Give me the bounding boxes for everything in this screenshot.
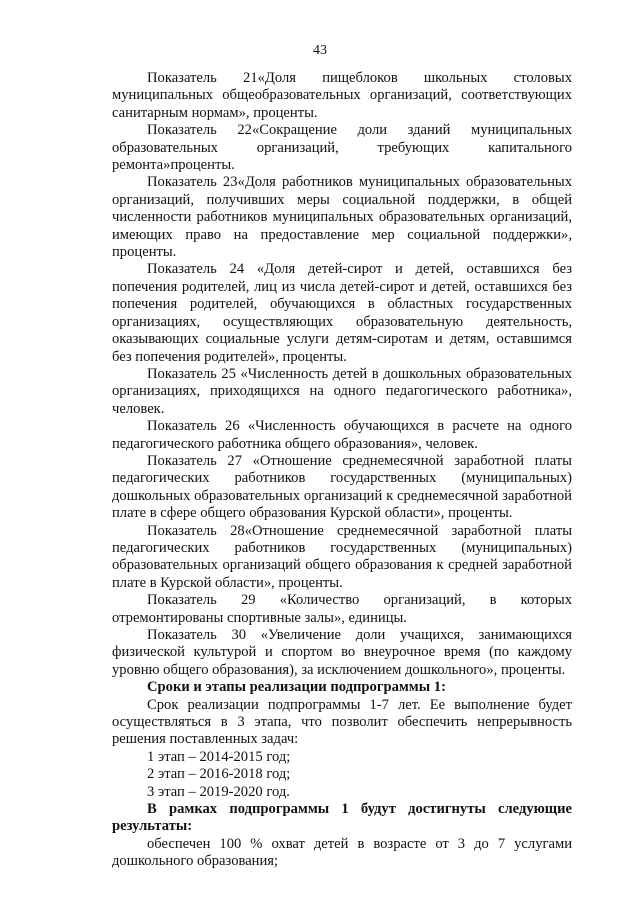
page-number: 43 [313, 43, 327, 58]
stage-item-1: 1 этап – 2014-2015 год; [147, 748, 291, 765]
paragraph-indicator-28: Показатель 28«Отношение среднемесячной заработной платы педагогических работников государственных (муниципальных) образовательных организаций общего образования к средней заработной плате в Курской области», проценты. [112, 522, 572, 591]
paragraph-indicator-29: Показатель 29 «Количество организаций, в которых отремонтированы спортивные залы», единицы. [112, 592, 572, 626]
paragraph-timeline: Срок реализации подпрограммы 1-7 лет. Ее выполнение будет осуществляться в 3 этапа, что позволит обеспечить непрерывность решения поставленных задач: [112, 696, 572, 748]
stage-item-2: 2 этап – 2016-2018 год; [147, 766, 291, 783]
paragraph-indicator-26: Показатель 26 «Численность обучающихся в расчете на одного педагогического работника общего образования», человек. [112, 418, 572, 452]
paragraph-indicator-21: Показатель 21«Доля пищеблоков школьных столовых муниципальных общеобразовательных организаций, соответствующих санитарным нормам», проценты. [112, 70, 572, 121]
paragraph-indicator-27: Показатель 27 «Отношение среднемесячной заработной платы педагогических работников государственных (муниципальных) дошкольных образовательных организаций к среднемесячной заработной плате в сфере общего образования Курской области», проценты. [112, 452, 572, 522]
paragraph-indicator-25: Показатель 25 «Численность детей в дошкольных образовательных организациях, приходящихся на одного педагогического работника», человек. [112, 365, 572, 417]
paragraph-result-preschool: обеспечен 100 % охват детей в возрасте от 3 до 7 услугами дошкольного образования; [112, 835, 572, 870]
paragraph-indicator-23: Показатель 23«Доля работников муниципальных образовательных организаций, получивших меры социальной поддержки, в общей численности работников муниципальных образовательных организаций, имеющих право на предоставление мер социальной поддержки», проценты. [112, 174, 572, 261]
section-heading-timeline: Сроки и этапы реализации подпрограммы 1: [147, 679, 446, 696]
paragraph-indicator-22: Показатель 22«Сокращение доли зданий муниципальных образовательных организаций, требующих капитального ремонта»проценты. [112, 122, 572, 174]
paragraph-indicator-24: Показатель 24 «Доля детей-сирот и детей, оставшихся без попечения родителей, лиц из числа детей-сирот и детей, оставшихся без попечения родителей, обучающихся в областных государственных организациях, осуществляющих образовательную деятельность, оказывающих социальные услуги детям-сиротам и детям, оставшимся без попечения родителей», проценты. [112, 261, 572, 365]
section-heading-results: В рамках подпрограммы 1 будут достигнуты следующие результаты: [112, 801, 572, 835]
document-body [112, 70, 572, 871]
paragraph-indicator-30: Показатель 30 «Увеличение доли учащихся, занимающихся физической культурой и спортом во внеурочное время (по каждому уровню общего образования), за исключением дошкольного», проценты. [112, 627, 572, 678]
stage-item-3: 3 этап – 2019-2020 год. [147, 783, 290, 800]
